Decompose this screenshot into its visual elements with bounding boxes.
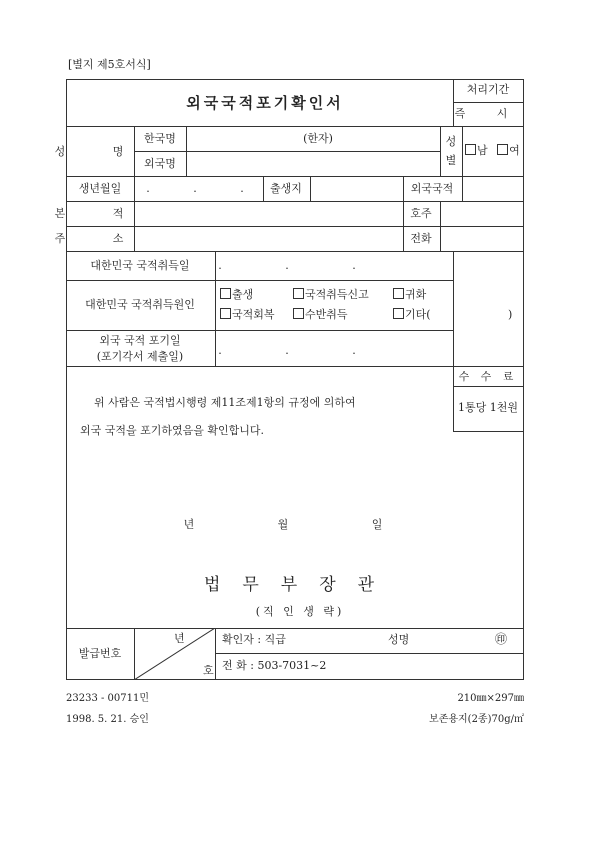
authority-name: 법무부장관 [203, 575, 397, 595]
issue-year-label: 년 [174, 632, 185, 645]
family-head-label: 호주 [410, 207, 432, 220]
statement-line-1: 위 사람은 국적법시행령 제11조제1항의 규정에 의하여 [94, 396, 356, 409]
acquisition-date-label: 대한민국 국적취득일 [90, 259, 190, 272]
confirmer-name-label: 성명 [388, 633, 410, 646]
sex-label-2: 별 [445, 154, 457, 167]
processing-label: 처리기간 [466, 83, 510, 96]
form-number: [별지 제5호서식] [68, 58, 151, 71]
naturalization-checkbox[interactable] [393, 288, 404, 299]
sex-label-1: 성 [445, 135, 457, 148]
date-line: 년 월 일 [183, 518, 423, 531]
sex-options[interactable] [465, 144, 520, 158]
renounce-date-sublabel: (포기각서 제출일) [96, 350, 184, 363]
fee-value: 1통당 1천원 [458, 401, 518, 414]
name-label: 성 명 [54, 145, 146, 158]
reason-option-restoration[interactable]: 국적회복 [220, 308, 275, 322]
acquisition-date-dots: . . . [218, 259, 386, 272]
reason-option-other[interactable]: 기타( [393, 308, 431, 322]
reason-option-report[interactable]: 국적취득신고 [293, 288, 369, 302]
female-checkbox[interactable] [497, 144, 508, 155]
domicile-label: 본 적 [54, 207, 146, 220]
seal-mark: ㊞ [495, 632, 508, 646]
address-label: 주 소 [54, 232, 146, 245]
issue-number-label: 발급번호 [78, 647, 122, 660]
fee-label: 수 수 료 [458, 370, 518, 383]
male-checkbox[interactable] [465, 144, 476, 155]
birthplace-label: 출생지 [270, 182, 302, 195]
other-checkbox[interactable] [393, 308, 404, 319]
birth-label: 생년월일 [78, 182, 122, 195]
seal-note: (직 인 생 략) [255, 605, 345, 618]
foreign-nationality-label: 외국국적 [410, 182, 454, 195]
restoration-checkbox[interactable] [220, 308, 231, 319]
renounce-date-label: 외국 국적 포기일 [99, 334, 181, 347]
confirmer-rank-label: 확인자 : 직급 [222, 633, 286, 646]
female-label: 여 [509, 144, 520, 157]
birth-checkbox[interactable] [220, 288, 231, 299]
report-checkbox[interactable] [293, 288, 304, 299]
korean-name-label: 한국명 [144, 132, 176, 145]
reason-option-birth[interactable]: 출생 [220, 288, 253, 302]
accompanying-checkbox[interactable] [293, 308, 304, 319]
footer-paper: 보존용지(2종)70g/㎡ [429, 714, 524, 725]
renounce-date-dots: . . . [218, 344, 386, 357]
hanja-hint: (한자) [303, 132, 333, 145]
footer-code: 23233 - 00711민 [66, 693, 150, 704]
processing-value: 즉 시 [454, 107, 522, 120]
phone-label: 전화 [410, 232, 432, 245]
footer-size: 210㎜×297㎜ [457, 693, 524, 704]
birth-date-dots: . . . [146, 182, 264, 195]
issue-number-suffix: 호 [203, 664, 214, 677]
acquisition-reason-label: 대한민국 국적취득원인 [85, 298, 195, 311]
other-close-paren: ) [508, 308, 513, 321]
form-title: 외국국적포기확인서 [186, 94, 344, 112]
male-label: 남 [477, 144, 488, 157]
statement-line-2: 외국 국적을 포기하였음을 확인합니다. [80, 424, 265, 437]
footer-approval: 1998. 5. 21. 승인 [66, 714, 149, 725]
foreign-name-label: 외국명 [144, 157, 176, 170]
office-phone: 전 화 : 503-7031~2 [222, 659, 327, 672]
reason-option-naturalization[interactable]: 귀화 [393, 288, 426, 302]
reason-option-accompanying[interactable]: 수반취득 [293, 308, 348, 322]
